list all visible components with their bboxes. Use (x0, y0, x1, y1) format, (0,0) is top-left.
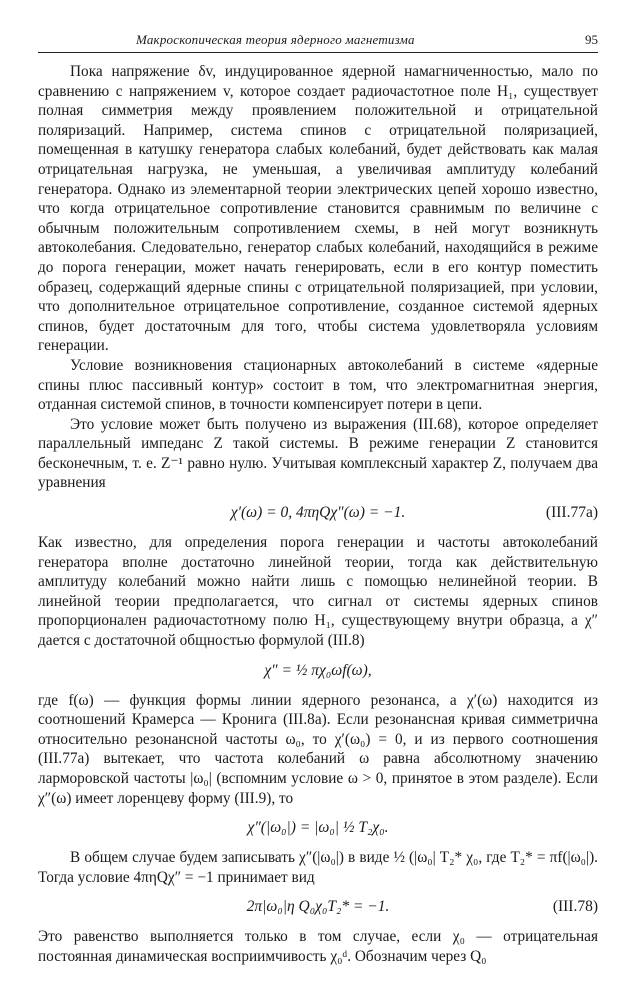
paragraph-4: Как известно, для определения порога генерации и частоты автоколебаний генератора вполне достаточно линейной теории, тогда как действительную амплитуду колебаний можно найти лишь с помощью нелинейной теории. В линейной теории предполагается, что сигнал от системы ядерных спинов пропорционален радиочастотному полю H₁, существующему внутри образца, а χ″ дается с достаточной общностью формулой (III.8) (38, 534, 598, 650)
equation-formula: χ″(|ω₀|) = |ω₀| ½ T₂χ₀. (247, 819, 389, 837)
equation-number: (III.78) (552, 898, 598, 916)
equation-chi-double-prime (38, 651, 598, 691)
paragraph-5: где f(ω) — функция формы линии ядерного резонанса, а χ′(ω) находится из соотношений Крамерса — Кронига (III.8a). Если резонансная кривая симметрична относительно резонансной частоты ω₀, то χ′(ω₀) = 0, и из первого соотношения (III.77a) вытекает, что частота колебаний ω равна абсолютному значению ларморовской частоты |ω₀| (вспомним условие ω > 0, принятое в этом разделе). Если χ″(ω) имеет лоренцеву форму (III.9), то (38, 691, 598, 807)
equation-formula: χ′(ω) = 0, 4πηQχ″(ω) = −1. (230, 504, 406, 522)
paragraph-2: Условие возникновения стационарных автоколебаний в системе «ядерные спины плюс пассивный контур» состоит в том, что электромагнитная энергия, отданная системой спинов, в точности компенсирует потери в цепи. (38, 356, 598, 414)
paragraph-1: Пока напряжение δv, индуцированное ядерной намагниченностью, мало по сравнению с напряжением v, которое создает радиочастотное поле H₁, существует полная симметрия между проявлением положительной и отрицательной поляризаций. Например, система спинов с отрицательной поляризацией, помещенная в катушку генератора слабых колебаний, будет действовать как малая отрицательная нагрузка, не уменьшая, а увеличивая амплитуду колебаний генератора. Однако из элементарной теории электрических цепей хорошо известно, что когда отрицательное сопротивление становится сравнимым по величине с обычным положительным сопротивлением схемы, в ней могут возникнуть автоколебания. Следовательно, генератор слабых колебаний, находящийся в режиме до порога генерации, может начать генерировать, если в его контур поместить образец, содержащий ядерные спины с отрицательной поляризацией, при условии, что дополнительное отрицательное сопротивление, созданное системой ядерных спинов, будет достаточным для того, чтобы система удовлетворяла условиям генерации. (38, 63, 598, 355)
equation-lorentz (38, 808, 598, 848)
paragraph-6: В общем случае будем записывать χ″(|ω₀|) в виде ½ (|ω₀| T₂* χ₀, где T₂* = πf(|ω₀|). Тогда условие 4πηQχ″ = −1 принимает вид (38, 849, 598, 886)
paragraph-3: Это условие может быть получено из выражения (III.68), которое определяет параллельный импеданс Z такой системы. В режиме генерации Z становится бесконечным, т. е. Z⁻¹ равно нулю. Учитывая комплексный характер Z, получаем два уравнения (38, 415, 598, 492)
equation-III-78 (38, 887, 598, 927)
paragraph-7: Это равенство выполняется только в том случае, если χ₀ — отрицательная постоянная динамическая восприимчивость χ₀ᵈ. Обозначим через Q₀ (38, 928, 598, 965)
page-number: 95 (585, 32, 598, 47)
equation-formula: χ″ = ½ πχ₀ωf(ω), (264, 661, 372, 679)
equation-III-77a (38, 493, 598, 533)
equation-formula: 2π|ω₀|η Q₀χ₀T₂* = −1. (246, 898, 390, 916)
running-header (38, 32, 598, 53)
page-body (38, 62, 598, 967)
equation-number: (III.77a) (545, 504, 598, 522)
running-title: Макроскопическая теория ядерного магнетизма (136, 32, 415, 47)
